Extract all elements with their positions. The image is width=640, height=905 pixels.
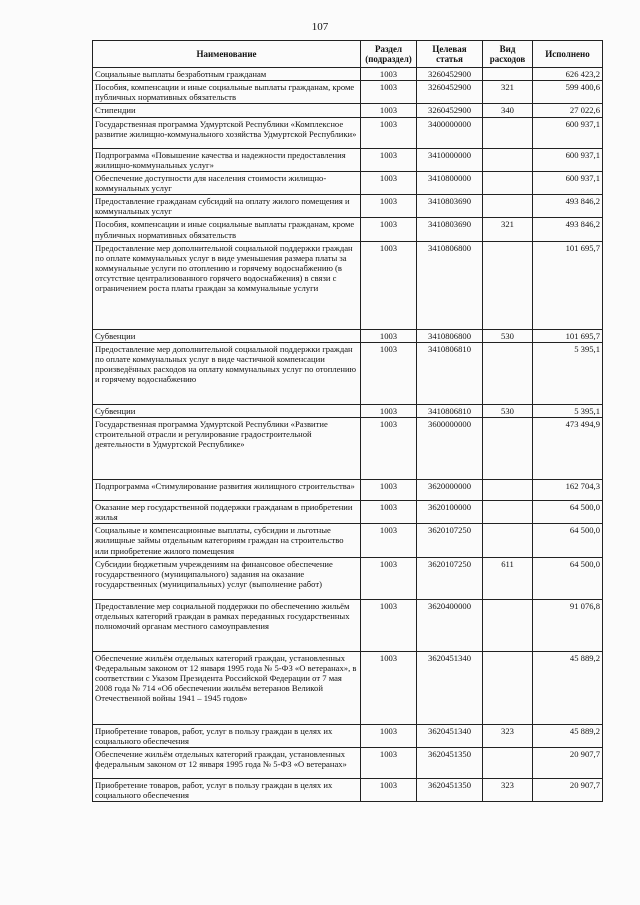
table-row [93,195,603,218]
row-section-cell: 1003 [361,724,417,747]
row-article-cell: 3260452900 [417,68,483,81]
row-name-cell: Социальные и компенсационные выплаты, субсидии и льготные жилищные займы отдельным категориям граждан на строительство или приобретение жилого помещения [93,524,361,557]
row-section-cell: 1003 [361,524,417,557]
row-expense-type-cell: 530 [483,329,533,342]
table-row [93,524,603,557]
row-name-cell: Социальные выплаты безработным гражданам [93,68,361,81]
row-name-cell: Предоставление мер дополнительной социальной поддержки граждан по оплате коммунальных услуг в виде уменьшения размера платы за коммунальные услуги по отоплению и горячему водоснабжению (в отсутствие централизованного горячего водоснабжения) в связи с ограничением роста платы граждан за коммунальные услуги [93,241,361,329]
row-name-cell: Пособия, компенсации и иные социальные выплаты гражданам, кроме публичных нормативных обязательств [93,81,361,104]
row-section-cell: 1003 [361,417,417,479]
row-expense-type-cell [483,651,533,724]
row-article-cell: 3620100000 [417,500,483,523]
row-name-cell: Обеспечение жильём отдельных категорий граждан, установленных федеральным законом от 12 января 1995 года № 5-ФЗ «О ветеранах» [93,747,361,778]
row-name-cell: Приобретение товаров, работ, услуг в пользу граждан в целях их социального обеспечения [93,724,361,747]
row-amount-cell: 599 400,6 [533,81,603,104]
row-amount-cell: 64 500,0 [533,500,603,523]
row-expense-type-cell: 340 [483,104,533,117]
row-article-cell: 3260452900 [417,104,483,117]
row-expense-type-cell [483,342,533,404]
row-amount-cell: 162 704,3 [533,479,603,500]
row-amount-cell: 101 695,7 [533,241,603,329]
table-row [93,342,603,404]
budget-table [92,40,603,802]
row-amount-cell: 600 937,1 [533,171,603,194]
table-row [93,778,603,801]
row-section-cell: 1003 [361,171,417,194]
header-expense-type: Вид расходов [483,41,533,68]
row-name-cell: Подпрограмма «Стимулирование развития жилищного строительства» [93,479,361,500]
row-name-cell: Субвенции [93,404,361,417]
row-amount-cell: 493 846,2 [533,218,603,241]
row-name-cell: Предоставление мер социальной поддержки по обеспечению жильём отдельных категорий граждан в рамках переданных государственных полномочий органам местного самоуправления [93,599,361,651]
table-row [93,651,603,724]
row-article-cell: 3410000000 [417,148,483,171]
row-article-cell: 3410806800 [417,241,483,329]
row-article-cell: 3410806800 [417,329,483,342]
row-name-cell: Предоставление мер дополнительной социальной поддержки граждан по оплате коммунальных услуг в виде частичной компенсации произведённых расходов на оплату коммунальных услуг по отоплению и горячему водоснабжению [93,342,361,404]
row-article-cell: 3410803690 [417,218,483,241]
row-expense-type-cell: 530 [483,404,533,417]
row-section-cell: 1003 [361,329,417,342]
row-amount-cell: 91 076,8 [533,599,603,651]
row-amount-cell: 600 937,1 [533,148,603,171]
row-section-cell: 1003 [361,500,417,523]
table-row [93,171,603,194]
row-section-cell: 1003 [361,778,417,801]
row-article-cell: 3410806810 [417,342,483,404]
row-article-cell: 3620107250 [417,557,483,599]
table-row [93,599,603,651]
row-amount-cell: 101 695,7 [533,329,603,342]
row-expense-type-cell [483,195,533,218]
row-amount-cell: 5 395,1 [533,404,603,417]
row-section-cell: 1003 [361,218,417,241]
row-name-cell: Стипендии [93,104,361,117]
row-section-cell: 1003 [361,148,417,171]
header-executed: Исполнено [533,41,603,68]
row-name-cell: Предоставление гражданам субсидий на оплату жилого помещения и коммунальных услуг [93,195,361,218]
row-expense-type-cell: 611 [483,557,533,599]
row-expense-type-cell [483,68,533,81]
row-name-cell: Государственная программа Удмуртской Республики «Комплексное развитие жилищно-коммунального хозяйства Удмуртской Республики» [93,117,361,148]
row-name-cell: Подпрограмма «Повышение качества и надежности предоставления жилищно-коммунальных услуг» [93,148,361,171]
row-expense-type-cell [483,171,533,194]
row-section-cell: 1003 [361,104,417,117]
row-section-cell: 1003 [361,117,417,148]
row-name-cell: Пособия, компенсации и иные социальные выплаты гражданам, кроме публичных нормативных обязательств [93,218,361,241]
row-name-cell: Оказание мер государственной поддержки гражданам в приобретении жилья [93,500,361,523]
row-section-cell: 1003 [361,479,417,500]
row-amount-cell: 473 494,9 [533,417,603,479]
row-name-cell: Государственная программа Удмуртской Республики «Развитие строительной отрасли и регулирование градостроительной деятельности в Удмуртской Республике» [93,417,361,479]
row-amount-cell: 45 889,2 [533,651,603,724]
table-row [93,104,603,117]
row-article-cell: 3260452900 [417,81,483,104]
table-row [93,417,603,479]
row-article-cell: 3620451350 [417,778,483,801]
row-article-cell: 3620400000 [417,599,483,651]
table-row [93,479,603,500]
header-section: Раздел (подраздел) [361,41,417,68]
row-article-cell: 3620451340 [417,724,483,747]
row-amount-cell: 64 500,0 [533,557,603,599]
table-row [93,500,603,523]
row-section-cell: 1003 [361,68,417,81]
row-section-cell: 1003 [361,81,417,104]
row-expense-type-cell [483,148,533,171]
row-expense-type-cell [483,500,533,523]
row-expense-type-cell [483,599,533,651]
row-expense-type-cell [483,241,533,329]
row-expense-type-cell: 321 [483,81,533,104]
row-name-cell: Обеспечение жильём отдельных категорий граждан, установленных Федеральным законом от 12 января 1995 года № 5-ФЗ «О ветеранах», в соответствии с Указом Президента Российской Федерации от 7 мая 2008 года № 714 «Об обеспечении жильём ветеранов Великой Отечественной войны 1941 – 1945 годов» [93,651,361,724]
table-header-row [93,41,603,68]
row-expense-type-cell: 323 [483,778,533,801]
row-section-cell: 1003 [361,404,417,417]
row-section-cell: 1003 [361,241,417,329]
row-article-cell: 3400000000 [417,117,483,148]
row-name-cell: Обеспечение доступности для населения стоимости жилищно-коммунальных услуг [93,171,361,194]
table-row [93,68,603,81]
table-row [93,404,603,417]
row-article-cell: 3600000000 [417,417,483,479]
row-expense-type-cell [483,524,533,557]
row-expense-type-cell [483,417,533,479]
row-section-cell: 1003 [361,599,417,651]
table-row [93,218,603,241]
row-amount-cell: 600 937,1 [533,117,603,148]
table-row [93,329,603,342]
row-section-cell: 1003 [361,747,417,778]
table-row [93,81,603,104]
row-article-cell: 3410803690 [417,195,483,218]
table-row [93,724,603,747]
page-number: 107 [311,21,329,33]
header-target-article: Целевая статья [417,41,483,68]
row-amount-cell: 5 395,1 [533,342,603,404]
row-name-cell: Субсидии бюджетным учреждениям на финансовое обеспечение государственного (муниципального) задания на оказание государственных (муниципальных) услуг (выполнение работ) [93,557,361,599]
row-expense-type-cell [483,117,533,148]
row-section-cell: 1003 [361,342,417,404]
row-amount-cell: 493 846,2 [533,195,603,218]
row-article-cell: 3410800000 [417,171,483,194]
row-amount-cell: 45 889,2 [533,724,603,747]
row-expense-type-cell: 323 [483,724,533,747]
row-section-cell: 1003 [361,557,417,599]
row-amount-cell: 626 423,2 [533,68,603,81]
table-row [93,148,603,171]
row-expense-type-cell: 321 [483,218,533,241]
row-section-cell: 1003 [361,651,417,724]
row-article-cell: 3620107250 [417,524,483,557]
row-article-cell: 3620451350 [417,747,483,778]
row-amount-cell: 64 500,0 [533,524,603,557]
table-row [93,117,603,148]
row-expense-type-cell [483,479,533,500]
table-row [93,557,603,599]
header-name: Наименование [93,41,361,68]
row-amount-cell: 27 022,6 [533,104,603,117]
table-row [93,747,603,778]
row-article-cell: 3620000000 [417,479,483,500]
table-row [93,241,603,329]
row-name-cell: Приобретение товаров, работ, услуг в пользу граждан в целях их социального обеспечения [93,778,361,801]
row-article-cell: 3410806810 [417,404,483,417]
row-name-cell: Субвенции [93,329,361,342]
row-section-cell: 1003 [361,195,417,218]
row-expense-type-cell [483,747,533,778]
row-amount-cell: 20 907,7 [533,778,603,801]
row-article-cell: 3620451340 [417,651,483,724]
row-amount-cell: 20 907,7 [533,747,603,778]
